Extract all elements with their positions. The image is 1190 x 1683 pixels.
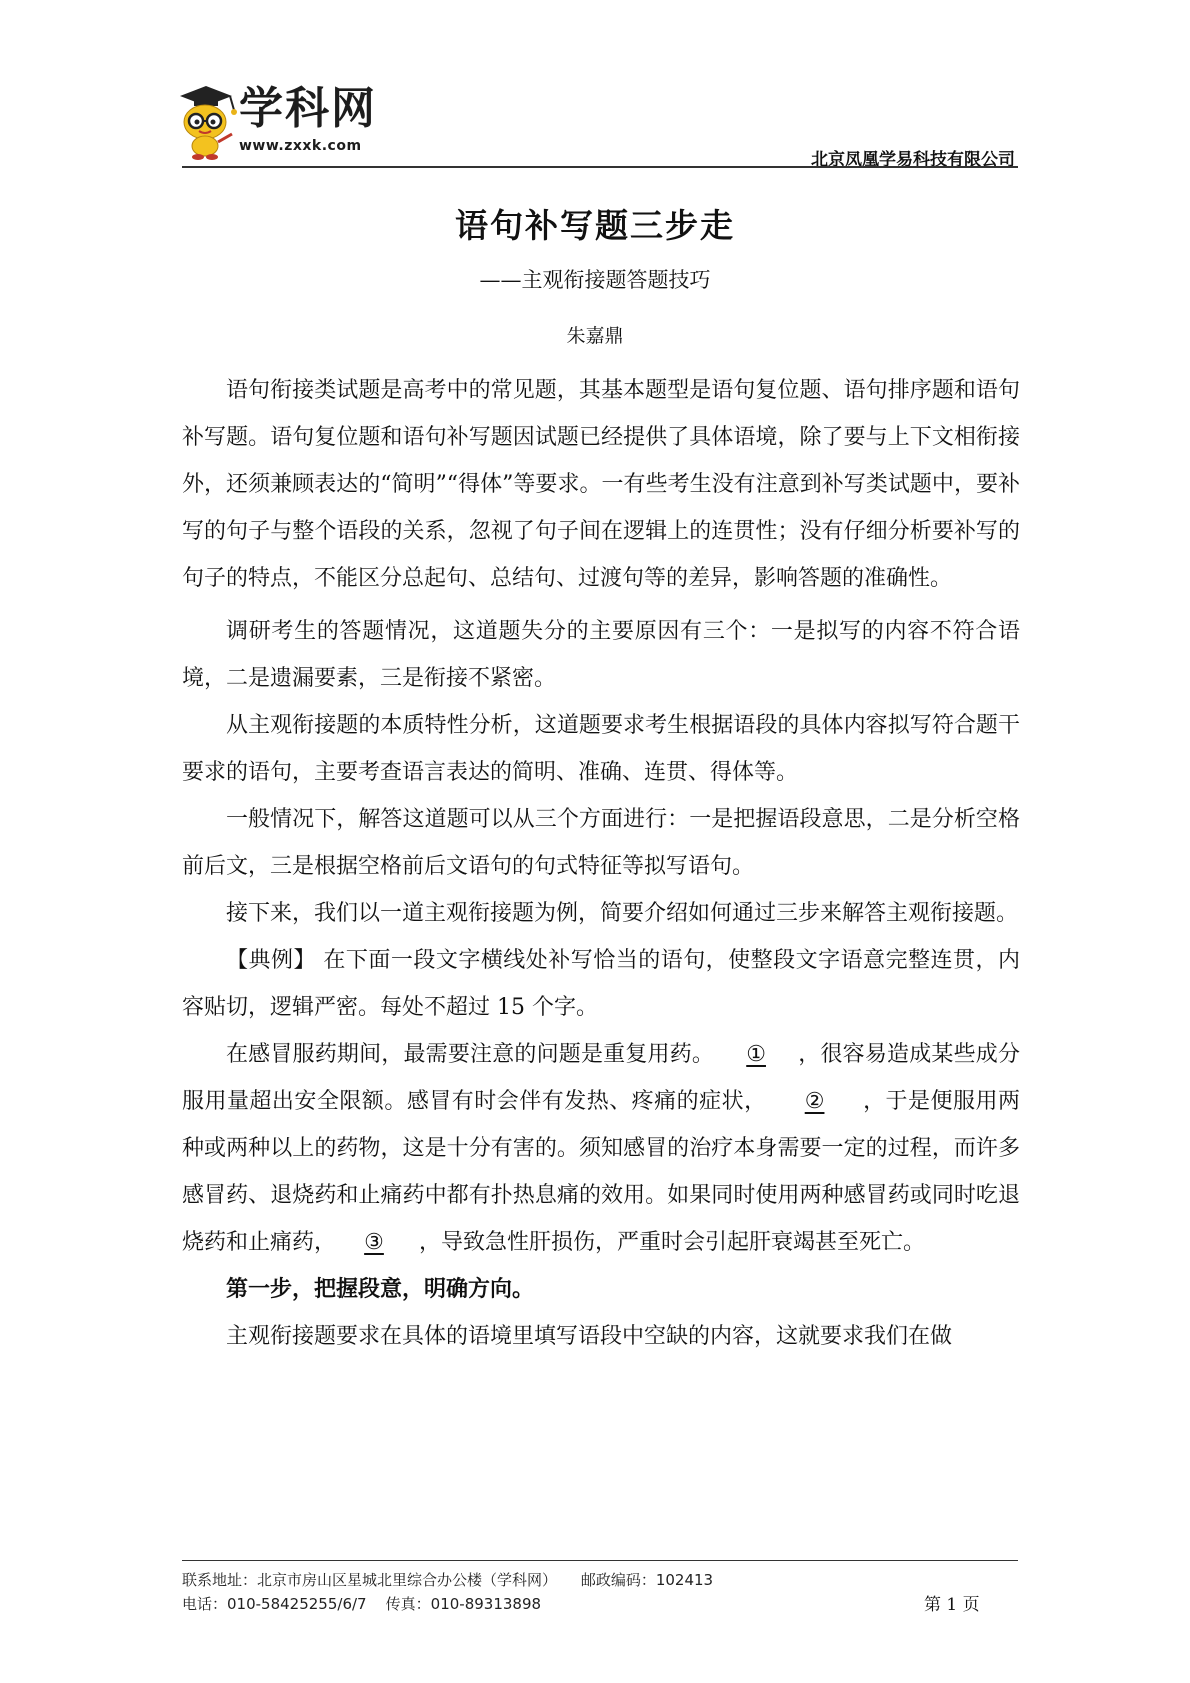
paragraph-transition: 接下来，我们以一道主观衔接题为例，简要介绍如何通过三步来解答主观衔接题。 bbox=[226, 901, 1019, 926]
document-title: 语句补写题三步走 bbox=[455, 206, 735, 245]
page-number: 第 1 页 bbox=[924, 1595, 980, 1615]
paragraph-intro: 语句衔接类试题是高考中的常见题，其基本题型是语句复位题、语句排序题和语句补写题。语句复位题和语句补写题因试题已经提供了具体语境，除了要与上下文相衔接外，还须兼顾表达的“简明”“得体”等要求。一有些考生没有注意到补写类试题中，要补写的句子与整个语段的关系，忽视了句子间在逻辑上的连贯性；没有仔细分析要补写的句子的特点，不能区分总起句、总结句、过渡句等的差异，影响答题的准确性。 bbox=[182, 378, 1020, 591]
example-text-d: ，导致急性肝损伤，严重时会引起肝衰竭甚至死亡。 bbox=[412, 1230, 926, 1255]
paragraph-step-one: 主观衔接题要求在具体的语境里填写语段中空缺的内容，这就要求我们在做 bbox=[226, 1324, 953, 1349]
paragraph-survey: 调研考生的答题情况，这道题失分的主要原因有三个：一是拟写的内容不符合语境，二是遗漏要素，三是衔接不紧密。 bbox=[182, 619, 1020, 691]
paragraph-approach: 一般情况下，解答这道题可以从三个方面进行：一是把握语段意思，二是分析空格前后文，三是根据空格前后文语句的句式特征等拟写语句。 bbox=[182, 807, 1020, 879]
mascot-graduate-icon bbox=[172, 82, 242, 160]
logo-wordmark: 学科网 bbox=[239, 83, 377, 134]
answer-blank-1: ① bbox=[746, 1042, 766, 1067]
paragraph-example-prompt: 【典例】 在下面一段文字横线处补写恰当的语句，使整段文字语意完整连贯，内容贴切，逻辑严密。每处不超过 15 个字。 bbox=[182, 948, 1020, 1020]
answer-blank-2: ② bbox=[804, 1089, 825, 1114]
zxxk-logo bbox=[172, 82, 402, 162]
paragraph-example-text bbox=[182, 1031, 1020, 1266]
footer-phone: 电话：010-58425255/6/7 传真：010-89313898 bbox=[182, 1595, 542, 1613]
footer-divider bbox=[182, 1560, 1018, 1561]
logo-url: www.zxxk.com bbox=[239, 138, 362, 154]
paragraph-analysis: 从主观衔接题的本质特性分析，这道题要求考生根据语段的具体内容拟写符合题干要求的语句，主要考查语言表达的简明、准确、连贯、得体等。 bbox=[182, 713, 1020, 785]
step-one-heading: 第一步，把握段意，明确方向。 bbox=[226, 1276, 535, 1302]
answer-blank-3: ③ bbox=[364, 1230, 384, 1255]
example-text-b: ，很容易造成某些成分服用量超出安全限额。感冒有时会伴有发热、疼痛的症状， bbox=[182, 1042, 1020, 1114]
footer-address: 联系地址：北京市房山区星城北里综合办公楼（学科网） 邮政编码：102413 bbox=[182, 1571, 714, 1589]
example-text-a: 在感冒服药期间，最需要注意的问题是重复用药。 bbox=[226, 1042, 715, 1067]
article-body bbox=[182, 367, 1020, 1360]
example-text-c: ，于是便服用两种或两种以上的药物，这是十分有害的。须知感冒的治疗本身需要一定的过程，而许多感冒药、退烧药和止痛药中都有扑热息痛的效用。如果同时使用两种感冒药或同时吃退烧药和止痛药， bbox=[182, 1089, 1020, 1255]
document-subtitle: ——主观衔接题答题技巧 bbox=[479, 268, 711, 292]
author-name: 朱嘉鼎 bbox=[566, 325, 624, 347]
company-name: 北京凤凰学易科技有限公司 bbox=[811, 150, 1015, 170]
header-divider bbox=[182, 166, 1018, 168]
